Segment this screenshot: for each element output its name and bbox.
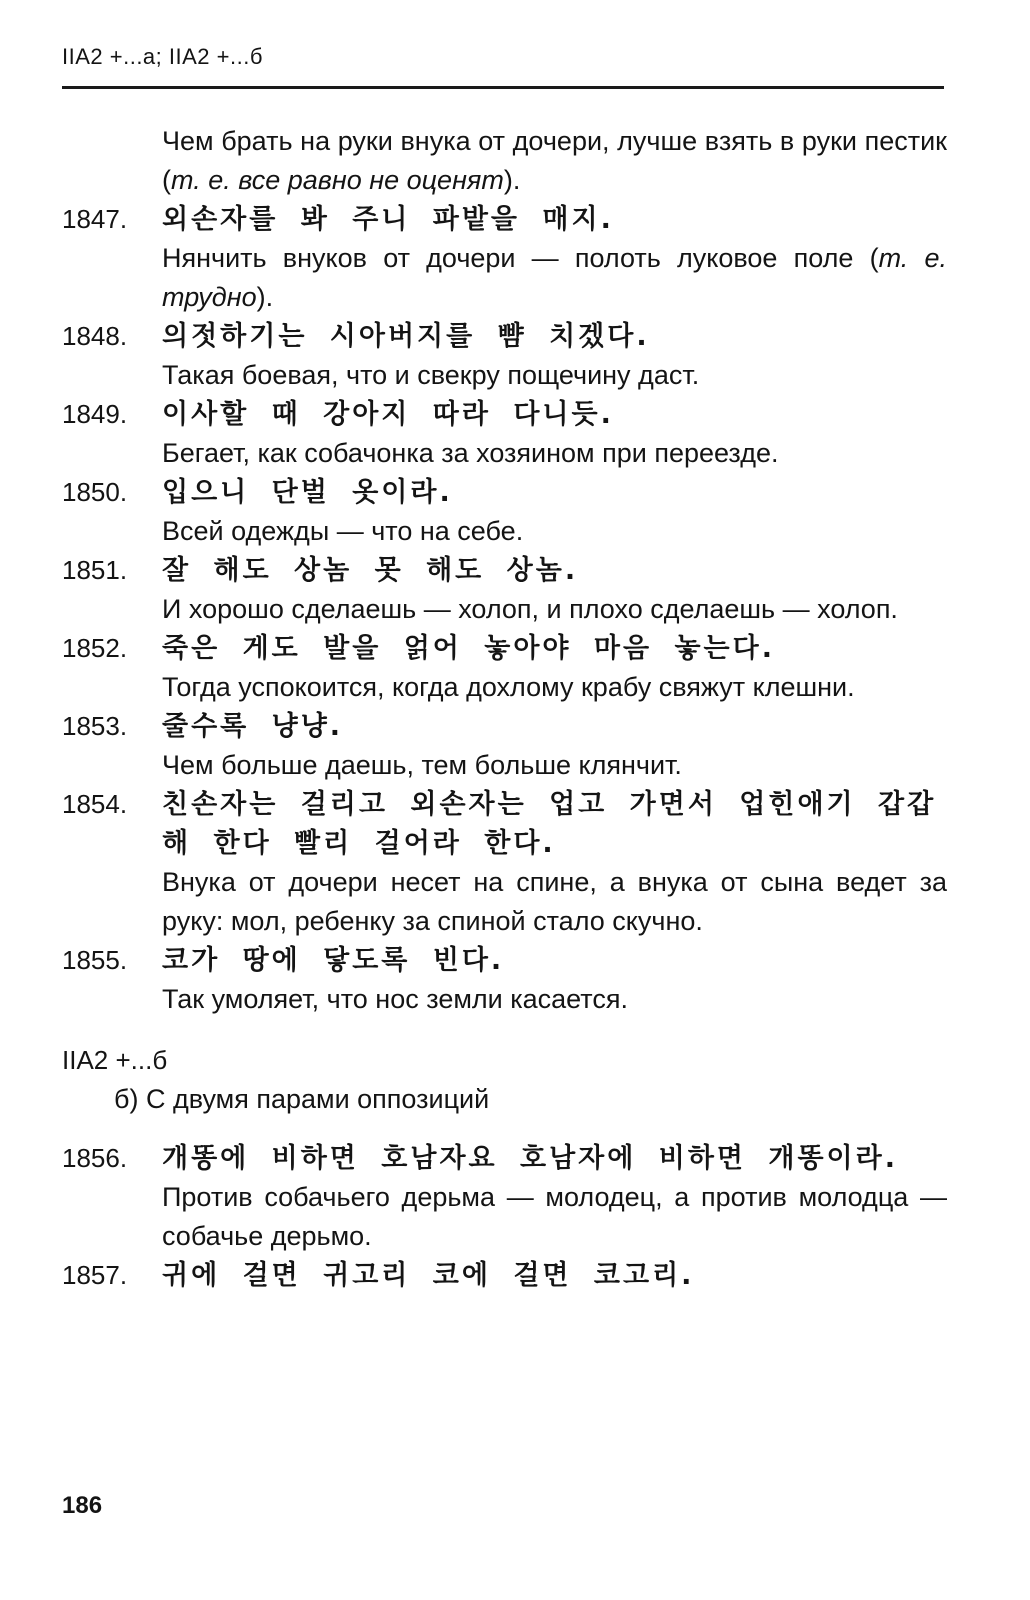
continuation-translation: Чем брать на руки внука от дочери, лучше взять в руки пестик (т. е. все равно не оценят). bbox=[162, 126, 947, 195]
entry-number: 1856. bbox=[62, 1143, 128, 1173]
korean-proverb: 의젓하기는 시아버지를 뺨 치겠다. bbox=[162, 321, 650, 352]
proverb-entry-1851 bbox=[62, 551, 947, 629]
entry-number: 1850. bbox=[62, 477, 128, 507]
header-rule bbox=[62, 86, 944, 89]
entry-number: 1857. bbox=[62, 1260, 128, 1290]
proverb-entry-1848 bbox=[62, 317, 947, 395]
entry-number: 1848. bbox=[62, 321, 128, 351]
russian-translation: Чем больше даешь, тем больше клянчит. bbox=[162, 750, 682, 780]
proverb-entry-1856 bbox=[62, 1139, 947, 1256]
entry-number: 1855. bbox=[62, 945, 128, 975]
russian-translation: И хорошо сделаешь — холоп, и плохо сделаешь — холоп. bbox=[162, 594, 898, 624]
korean-proverb: 개똥에 비하면 호남자요 호남자에 비하면 개똥이라. bbox=[162, 1143, 898, 1174]
entry-number: 1847. bbox=[62, 204, 128, 234]
proverb-entry-1850 bbox=[62, 473, 947, 551]
korean-proverb: 죽은 게도 발을 얽어 놓아야 마음 놓는다. bbox=[162, 633, 775, 664]
proverb-entry-1857 bbox=[62, 1256, 947, 1295]
russian-translation: Так умоляет, что нос земли касается. bbox=[162, 984, 628, 1014]
korean-proverb: 줄수록 냥냥. bbox=[162, 711, 344, 742]
section-code: IIA2 +...б bbox=[62, 1045, 168, 1075]
russian-translation: Внука от дочери несет на спине, а внука от сына ведет за руку: мол, ребенку за спиной стало скучно. bbox=[162, 867, 947, 936]
running-head: IIA2 +...a; IIA2 +...б bbox=[62, 44, 263, 69]
russian-translation: Всей одежды — что на себе. bbox=[162, 516, 524, 546]
page-number: 186 bbox=[62, 1492, 103, 1519]
proverb-entry-1849 bbox=[62, 395, 947, 473]
korean-proverb: 코가 땅에 닿도록 빈다. bbox=[162, 945, 505, 976]
entry-number: 1851. bbox=[62, 555, 128, 585]
korean-proverb: 잘 해도 상놈 못 해도 상놈. bbox=[162, 555, 579, 586]
entry-number: 1854. bbox=[62, 789, 128, 819]
korean-proverb: 외손자를 봐 주니 파밭을 매지. bbox=[162, 204, 614, 235]
proverb-entry-1854 bbox=[62, 785, 947, 941]
russian-translation: Против собачьего дерьма — молодец, а против молодца — собачье дерьмо. bbox=[162, 1182, 947, 1251]
russian-translation: Такая боевая, что и свекру пощечину даст. bbox=[162, 360, 700, 390]
continuation-entry bbox=[62, 122, 947, 200]
korean-proverb: 친손자는 걸리고 외손자는 업고 가면서 업힌애기 갑갑해 한다 빨리 걸어라 한다. bbox=[162, 789, 937, 859]
proverb-entry-1847 bbox=[62, 200, 947, 317]
section-subtitle: б) С двумя парами оппозиций bbox=[114, 1084, 490, 1114]
russian-translation: Бегает, как собачонка за хозяином при переезде. bbox=[162, 438, 779, 468]
entry-number: 1852. bbox=[62, 633, 128, 663]
korean-proverb: 이사할 때 강아지 따라 다니듯. bbox=[162, 399, 614, 430]
section-heading bbox=[62, 1041, 947, 1119]
korean-proverb: 귀에 걸면 귀고리 코에 걸면 코고리. bbox=[162, 1260, 695, 1291]
russian-translation: Тогда успокоится, когда дохлому крабу свяжут клешни. bbox=[162, 672, 855, 702]
entry-number: 1849. bbox=[62, 399, 128, 429]
proverb-entry-1852 bbox=[62, 629, 947, 707]
entry-number: 1853. bbox=[62, 711, 128, 741]
proverb-list bbox=[62, 122, 947, 1295]
russian-translation: Нянчить внуков от дочери — полоть луковое поле (т. е. трудно). bbox=[162, 243, 947, 312]
proverb-entry-1855 bbox=[62, 941, 947, 1019]
proverb-entry-1853 bbox=[62, 707, 947, 785]
korean-proverb: 입으니 단벌 옷이라. bbox=[162, 477, 453, 508]
